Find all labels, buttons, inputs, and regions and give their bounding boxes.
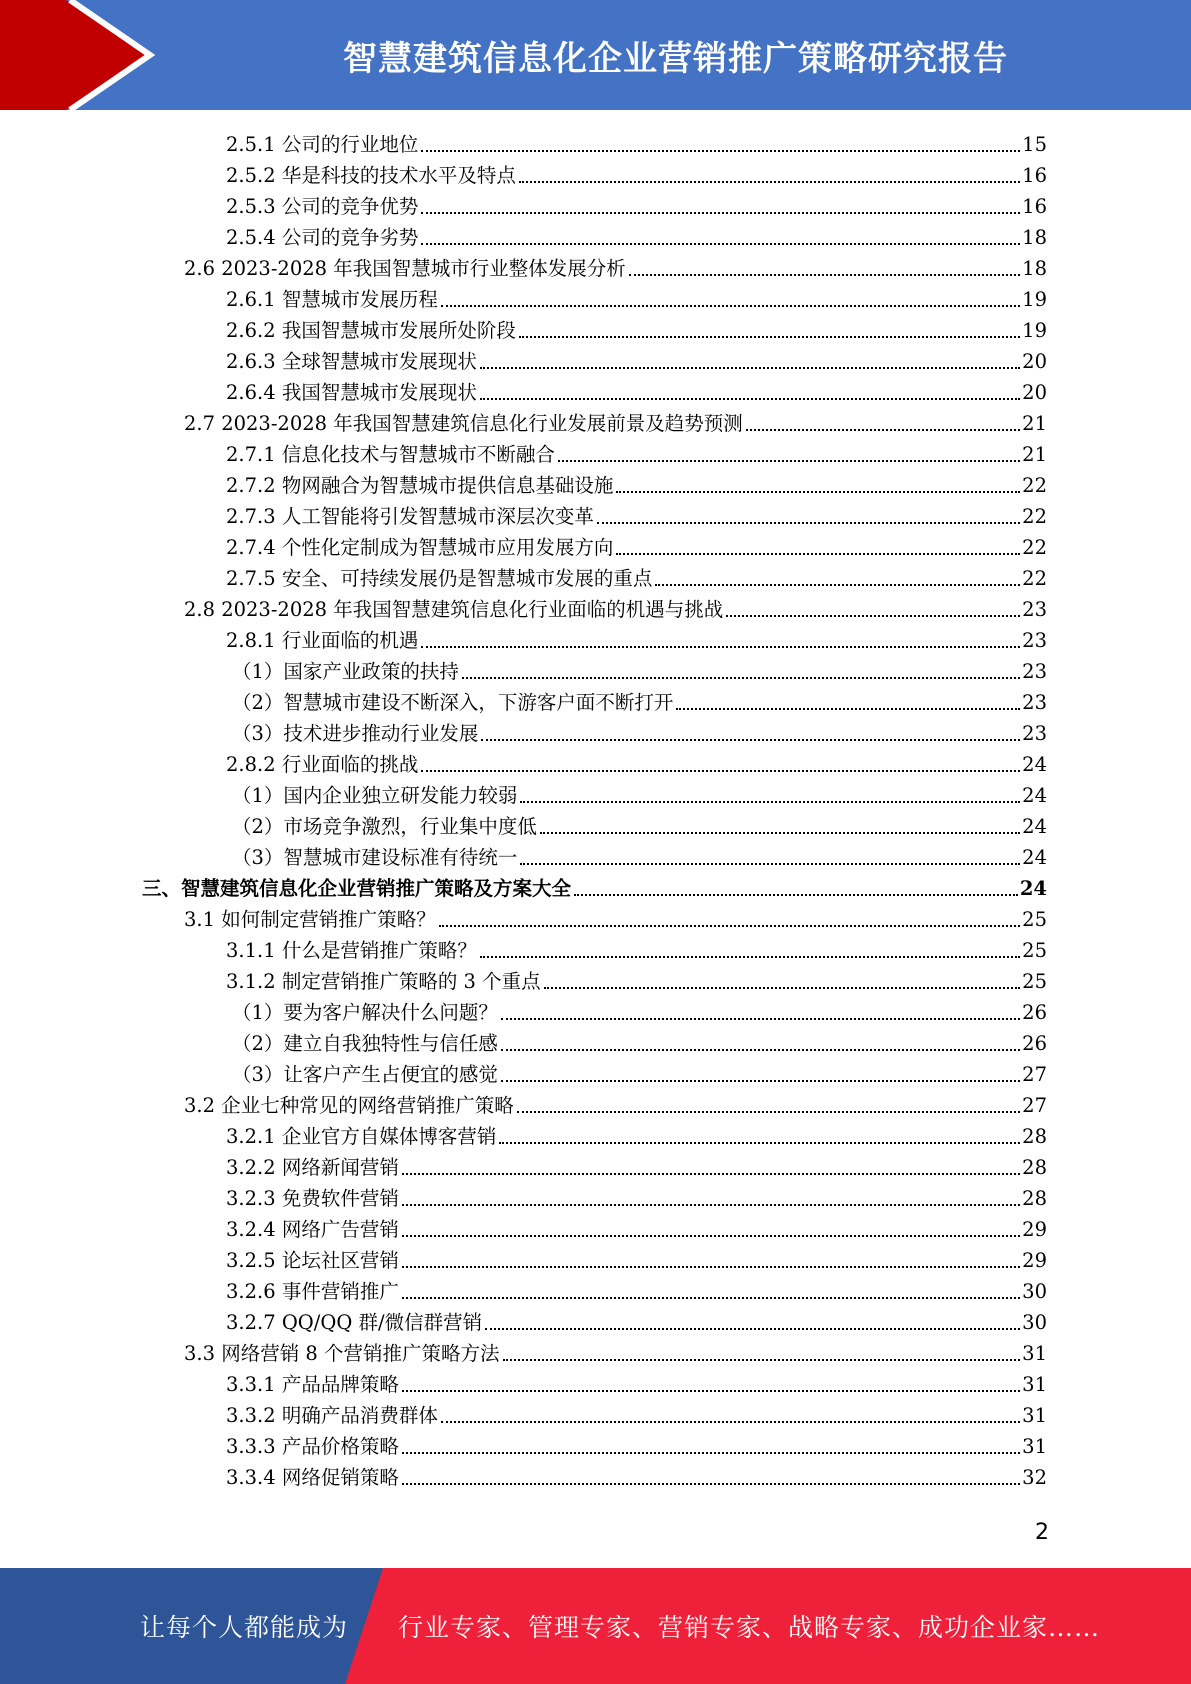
toc-entry[interactable] — [226, 1274, 1047, 1305]
toc-entry-page: 32 — [1022, 1466, 1047, 1489]
toc-entry[interactable] — [184, 1088, 1047, 1119]
toc-dot-leader — [402, 1266, 1020, 1268]
toc-dot-leader — [402, 1297, 1020, 1299]
toc-entry-title: 3.2.3 免费软件营销 — [226, 1187, 399, 1210]
toc-entry[interactable] — [226, 1367, 1047, 1398]
toc-dot-leader — [421, 243, 1020, 245]
toc-entry[interactable] — [184, 406, 1047, 437]
toc-entry[interactable] — [226, 1212, 1047, 1243]
toc-dot-leader — [520, 863, 1020, 865]
toc-entry-page: 23 — [1022, 660, 1047, 683]
toc-entry[interactable] — [226, 499, 1047, 530]
toc-entry-page: 25 — [1022, 970, 1047, 993]
toc-entry-page: 22 — [1022, 536, 1047, 559]
toc-entry-title: （3）智慧城市建设标准有待统一 — [232, 846, 518, 869]
toc-entry-page: 28 — [1022, 1187, 1047, 1210]
toc-entry-title: 3.1.1 什么是营销推广策略？ — [226, 939, 477, 962]
toc-entry-title: 3.3.2 明确产品消费群体 — [226, 1404, 438, 1427]
toc-entry-page: 16 — [1022, 164, 1047, 187]
toc-entry-page: 22 — [1022, 567, 1047, 590]
toc-entry-page: 31 — [1022, 1435, 1047, 1458]
toc-entry-page: 27 — [1022, 1063, 1047, 1086]
toc-entry-title: 2.5.3 公司的竞争优势 — [226, 195, 419, 218]
toc-entry-title: （1）要为客户解决什么问题？ — [232, 1001, 498, 1024]
toc-entry-page: 31 — [1022, 1342, 1047, 1365]
toc-entry[interactable] — [232, 778, 1047, 809]
toc-dot-leader — [544, 987, 1021, 989]
toc-entry[interactable] — [184, 1336, 1047, 1367]
toc-entry-title: 2.5.1 公司的行业地位 — [226, 133, 419, 156]
toc-entry[interactable] — [226, 1119, 1047, 1150]
toc-entry-title: 2.7.2 物网融合为智慧城市提供信息基础设施 — [226, 474, 614, 497]
toc-entry-title: 3.2 企业七种常见的网络营销推广策略 — [184, 1094, 514, 1117]
toc-dot-leader — [480, 956, 1020, 958]
toc-entry-page: 24 — [1022, 784, 1047, 807]
toc-entry-page: 24 — [1022, 753, 1047, 776]
toc-entry-title: 2.7 2023-2028 年我国智慧建筑信息化行业发展前景及趋势预测 — [184, 412, 743, 435]
toc-entry-page: 30 — [1022, 1311, 1047, 1334]
toc-entry-title: 3.3.1 产品品牌策略 — [226, 1373, 399, 1396]
toc-entry-title: 3.1 如何制定营销推广策略？ — [184, 908, 436, 931]
toc-dot-leader — [597, 522, 1020, 524]
toc-entry-page: 29 — [1022, 1249, 1047, 1272]
toc-entry-title: 2.8.1 行业面临的机遇 — [226, 629, 419, 652]
toc-dot-leader — [402, 1452, 1020, 1454]
toc-entry[interactable] — [226, 1460, 1047, 1491]
toc-dot-leader — [616, 491, 1020, 493]
toc-entry-page: 28 — [1022, 1156, 1047, 1179]
toc-entry-title: 2.7.4 个性化定制成为智慧城市应用发展方向 — [226, 536, 614, 559]
toc-entry-page: 27 — [1022, 1094, 1047, 1117]
toc-entry[interactable] — [184, 902, 1047, 933]
toc-entry[interactable] — [226, 1429, 1047, 1460]
toc-entry[interactable] — [226, 1181, 1047, 1212]
toc-entry-title: （1）国家产业政策的扶持 — [232, 660, 459, 683]
toc-entry-title: 三、智慧建筑信息化企业营销推广策略及方案大全 — [142, 877, 572, 900]
toc-entry-title: （3）技术进步推动行业发展 — [232, 722, 479, 745]
toc-entry[interactable] — [226, 158, 1047, 189]
toc-dot-leader — [746, 429, 1020, 431]
toc-dot-leader — [519, 336, 1020, 338]
toc-entry-page: 21 — [1022, 443, 1047, 466]
toc-entry[interactable] — [232, 840, 1047, 871]
toc-entry-page: 24 — [1019, 877, 1047, 900]
toc-entry[interactable] — [184, 251, 1047, 282]
toc-dot-leader — [519, 181, 1020, 183]
toc-entry-page: 21 — [1022, 412, 1047, 435]
toc-entry-title: 2.6.2 我国智慧城市发展所处阶段 — [226, 319, 516, 342]
toc-entry[interactable] — [226, 375, 1047, 406]
toc-dot-leader — [441, 1421, 1020, 1423]
toc-dot-leader — [501, 1049, 1020, 1051]
toc-entry-page: 22 — [1022, 474, 1047, 497]
toc-entry-title: 2.8.2 行业面临的挑战 — [226, 753, 419, 776]
toc-entry-page: 19 — [1022, 319, 1047, 342]
toc-dot-leader — [402, 1390, 1020, 1392]
toc-entry-title: 2.7.5 安全、可持续发展仍是智慧城市发展的重点 — [226, 567, 653, 590]
toc-dot-leader — [421, 770, 1020, 772]
toc-entry[interactable] — [232, 654, 1047, 685]
toc-entry-page: 22 — [1022, 505, 1047, 528]
toc-entry-title: 3.3.4 网络促销策略 — [226, 1466, 399, 1489]
toc-entry-title: 3.2.1 企业官方自媒体博客营销 — [226, 1125, 497, 1148]
toc-dot-leader — [421, 212, 1020, 214]
toc-dot-leader — [402, 1483, 1020, 1485]
toc-dot-leader — [480, 367, 1020, 369]
toc-entry-title: 3.2.5 论坛社区营销 — [226, 1249, 399, 1272]
toc-dot-leader — [629, 274, 1020, 276]
toc-entry-page: 28 — [1022, 1125, 1047, 1148]
toc-entry[interactable] — [232, 809, 1047, 840]
toc-entry-title: 3.2.4 网络广告营销 — [226, 1218, 399, 1241]
toc-entry-title: 2.6.1 智慧城市发展历程 — [226, 288, 438, 311]
toc-dot-leader — [520, 801, 1020, 803]
toc-dot-leader — [499, 1142, 1020, 1144]
toc-entry-title: 2.6 2023-2028 年我国智慧城市行业整体发展分析 — [184, 257, 626, 280]
toc-entry-page: 24 — [1022, 846, 1047, 869]
toc-entry[interactable] — [226, 964, 1047, 995]
toc-entry-page: 31 — [1022, 1373, 1047, 1396]
toc-entry[interactable] — [226, 1398, 1047, 1429]
toc-entry-page: 24 — [1022, 815, 1047, 838]
toc-entry-page: 19 — [1022, 288, 1047, 311]
toc-entry-title: 2.6.4 我国智慧城市发展现状 — [226, 381, 477, 404]
toc-dot-leader — [574, 894, 1018, 896]
toc-entry[interactable] — [226, 530, 1047, 561]
toc-entry-title: 2.5.4 公司的竞争劣势 — [226, 226, 419, 249]
toc-entry[interactable] — [226, 623, 1047, 654]
toc-dot-leader — [501, 1018, 1020, 1020]
toc-entry-title: （1）国内企业独立研发能力较弱 — [232, 784, 518, 807]
toc-entry-title: 2.7.3 人工智能将引发智慧城市深层次变革 — [226, 505, 594, 528]
toc-entry-title: （2）市场竞争激烈，行业集中度低 — [232, 815, 537, 838]
toc-dot-leader — [558, 460, 1020, 462]
toc-entry-page: 26 — [1022, 1001, 1047, 1024]
toc-entry-page: 23 — [1022, 691, 1047, 714]
toc-entry-title: 3.1.2 制定营销推广策略的 3 个重点 — [226, 970, 541, 993]
toc-entry[interactable] — [226, 220, 1047, 251]
toc-entry-page: 26 — [1022, 1032, 1047, 1055]
toc-entry-page: 31 — [1022, 1404, 1047, 1427]
toc-dot-leader — [676, 708, 1020, 710]
toc-dot-leader — [439, 925, 1020, 927]
toc-entry-title: 3.2.2 网络新闻营销 — [226, 1156, 399, 1179]
toc-dot-leader — [421, 150, 1020, 152]
toc-entry-title: 2.8 2023-2028 年我国智慧建筑信息化行业面临的机遇与挑战 — [184, 598, 724, 621]
toc-entry[interactable] — [232, 685, 1047, 716]
footer-slogan-right: 行业专家、管理专家、营销专家、战略专家、成功企业家…… — [398, 1613, 1101, 1642]
toc-dot-leader — [441, 305, 1020, 307]
toc-entry-title: （2）智慧城市建设不断深入，下游客户面不断打开 — [232, 691, 674, 714]
toc-dot-leader — [501, 1080, 1020, 1082]
toc-dot-leader — [402, 1173, 1020, 1175]
toc-entry[interactable] — [184, 592, 1047, 623]
toc-dot-leader — [485, 1328, 1020, 1330]
toc-entry-page: 25 — [1022, 908, 1047, 931]
toc-entry[interactable] — [232, 1057, 1047, 1088]
toc-entry-page: 15 — [1022, 133, 1047, 156]
toc-entry-title: （3）让客户产生占便宜的感觉 — [232, 1063, 498, 1086]
toc-entry[interactable] — [226, 468, 1047, 499]
toc-dot-leader — [616, 553, 1020, 555]
toc-dot-leader — [480, 398, 1020, 400]
toc-entry[interactable] — [226, 437, 1047, 468]
toc-entry[interactable] — [226, 282, 1047, 313]
toc-dot-leader — [655, 584, 1020, 586]
toc-entry[interactable] — [226, 189, 1047, 220]
toc-entry-page: 23 — [1022, 722, 1047, 745]
toc-entry-title: 2.6.3 全球智慧城市发展现状 — [226, 350, 477, 373]
toc-entry-title: 3.2.6 事件营销推广 — [226, 1280, 399, 1303]
toc-entry[interactable] — [142, 871, 1047, 902]
toc-entry[interactable] — [226, 344, 1047, 375]
toc-entry-page: 20 — [1022, 381, 1047, 404]
toc-dot-leader — [462, 677, 1020, 679]
toc-entry-page: 16 — [1022, 195, 1047, 218]
toc-entry[interactable] — [226, 561, 1047, 592]
toc-entry-title: （2）建立自我独特性与信任感 — [232, 1032, 498, 1055]
toc-dot-leader — [540, 832, 1020, 834]
footer-slogan-left: 让每个人都能成为 — [140, 1613, 349, 1642]
toc-entry[interactable] — [226, 933, 1047, 964]
toc-entry-title: 3.3.3 产品价格策略 — [226, 1435, 399, 1458]
toc-entry-page: 23 — [1022, 629, 1047, 652]
document-title: 智慧建筑信息化企业营销推广策略研究报告 — [343, 38, 1008, 79]
toc-dot-leader — [517, 1111, 1020, 1113]
toc-dot-leader — [402, 1204, 1020, 1206]
toc-entry-page: 29 — [1022, 1218, 1047, 1241]
toc-entry[interactable] — [226, 1305, 1047, 1336]
toc-entry-title: 2.5.2 华是科技的技术水平及特点 — [226, 164, 516, 187]
toc-dot-leader — [421, 646, 1020, 648]
toc-entry-page: 20 — [1022, 350, 1047, 373]
toc-dot-leader — [402, 1235, 1020, 1237]
toc-dot-leader — [481, 739, 1020, 741]
toc-entry[interactable] — [232, 716, 1047, 747]
toc-entry-page: 18 — [1022, 257, 1047, 280]
toc-entry[interactable] — [226, 1150, 1047, 1181]
toc-dot-leader — [726, 615, 1020, 617]
toc-entry[interactable] — [232, 995, 1047, 1026]
toc-entry[interactable] — [226, 747, 1047, 778]
toc-entry[interactable] — [226, 127, 1047, 158]
toc-entry-title: 2.7.1 信息化技术与智慧城市不断融合 — [226, 443, 555, 466]
page-header — [0, 0, 1191, 110]
toc-entry[interactable] — [226, 313, 1047, 344]
page-number: 2 — [1035, 1520, 1049, 1545]
toc-entry-page: 23 — [1022, 598, 1047, 621]
toc-entry-title: 3.3 网络营销 8 个营销推广策略方法 — [184, 1342, 500, 1365]
page-footer — [0, 1568, 1191, 1684]
toc-entry-page: 30 — [1022, 1280, 1047, 1303]
toc-entry[interactable] — [226, 1243, 1047, 1274]
toc-entry-title: 3.2.7 QQ/QQ 群/微信群营销 — [226, 1311, 483, 1334]
toc-entry-page: 18 — [1022, 226, 1047, 249]
toc-dot-leader — [503, 1359, 1021, 1361]
toc-entry[interactable] — [232, 1026, 1047, 1057]
toc-entry-page: 25 — [1022, 939, 1047, 962]
